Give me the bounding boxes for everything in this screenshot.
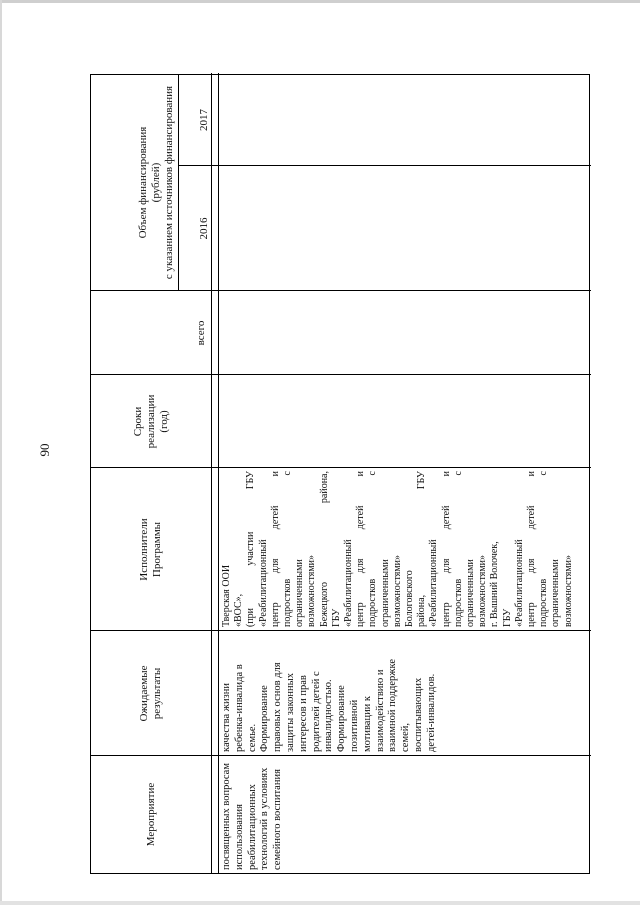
rotated-table-page bbox=[90, 74, 590, 874]
header-2016-text: 2016 bbox=[198, 217, 210, 240]
header-2017-text: 2017 bbox=[198, 109, 210, 131]
cell-line: правовых основ для bbox=[272, 662, 284, 752]
cell-line: взаимодействию и bbox=[374, 669, 386, 752]
header-results-line: Ожидаемые bbox=[138, 665, 150, 722]
cell-line: ГБУ bbox=[501, 608, 513, 627]
cell-line: подростков с bbox=[367, 471, 379, 627]
financing-table bbox=[90, 74, 590, 874]
cell-2016 bbox=[219, 166, 591, 290]
page-number: 90 bbox=[37, 443, 52, 457]
header-total bbox=[191, 291, 211, 375]
cell-line: Тверская ООИ bbox=[221, 564, 232, 627]
cell-line: интересов и прав bbox=[297, 675, 309, 752]
cell-line: центр для детей и bbox=[440, 471, 452, 627]
cell-line: возможностями» bbox=[477, 554, 489, 627]
cell-line: района, ГБУ bbox=[416, 471, 428, 627]
header-executors bbox=[91, 468, 211, 631]
cell-line: (при участии ГБУ bbox=[245, 471, 257, 627]
scan-edge bbox=[0, 901, 640, 905]
header-financing-line: Объем финансирования bbox=[137, 126, 149, 239]
header-total-text: всего bbox=[194, 320, 207, 346]
header-results bbox=[91, 631, 211, 756]
cell-line: Бологовского bbox=[404, 570, 416, 627]
cell-2017 bbox=[219, 74, 591, 165]
cell-line: центр для детей и bbox=[269, 471, 281, 627]
cell-line: г. Вышний Волочек, bbox=[489, 541, 501, 627]
scan-edge bbox=[0, 0, 2, 905]
cell-executors bbox=[219, 468, 591, 630]
header-executors-line: Исполнители bbox=[138, 518, 150, 581]
cell-line: «Реабилитационный bbox=[343, 539, 355, 627]
cell-line: мотивации к bbox=[361, 695, 373, 752]
cell-terms bbox=[219, 375, 591, 467]
header-executors-line: Программы bbox=[151, 521, 163, 578]
cell-line: «ВОС», bbox=[233, 593, 245, 627]
header-2017 bbox=[178, 74, 211, 166]
cell-line: подростков с bbox=[452, 471, 464, 627]
cell-line: возможностями» bbox=[306, 554, 318, 627]
cell-line: позитивной bbox=[348, 699, 360, 752]
cell-line: «Реабилитационный bbox=[428, 539, 440, 627]
cell-line: «Реабилитационный bbox=[257, 539, 269, 627]
header-measure bbox=[91, 756, 211, 873]
cell-line: Бежецкого района, bbox=[318, 471, 330, 627]
cell-line: Формирование bbox=[259, 685, 271, 752]
cell-line: подростков с bbox=[282, 471, 294, 627]
cell-total bbox=[219, 291, 591, 374]
header-financing-line: (рублей) bbox=[150, 162, 162, 203]
cell-line: инвалидностью. bbox=[323, 679, 335, 752]
cell-line: семье. bbox=[246, 723, 258, 752]
cell-line: родителей детей с bbox=[310, 671, 322, 752]
cell-line: центр для детей и bbox=[355, 471, 367, 627]
cell-line: ребенка-инвалида в bbox=[233, 664, 245, 752]
cell-line: возможностями» bbox=[562, 554, 574, 627]
cell-line: детей-инвалидов. bbox=[425, 673, 437, 752]
header-financing bbox=[91, 74, 178, 291]
cell-measure bbox=[219, 756, 591, 873]
header-terms-line: реализации bbox=[144, 394, 157, 449]
cell-line: ограниченными bbox=[294, 559, 306, 627]
cell-line: взаимной поддержке bbox=[387, 658, 399, 752]
cell-line: ограниченными bbox=[465, 559, 477, 627]
cell-line: ограниченными bbox=[550, 559, 562, 627]
header-2016 bbox=[178, 166, 211, 291]
header-terms-line: (год) bbox=[157, 410, 170, 433]
cell-line: подростков с bbox=[538, 471, 550, 627]
cell-line: технологий в условиях bbox=[259, 767, 271, 870]
cell-line: ограниченными bbox=[379, 559, 391, 627]
cell-line: семейного воспитания bbox=[272, 769, 284, 870]
cell-line: качества жизни bbox=[221, 683, 232, 752]
header-financing-line: с указанием источников финансирования bbox=[163, 85, 175, 280]
scan-edge bbox=[0, 0, 640, 3]
cell-line: центр для детей и bbox=[526, 471, 538, 627]
cell-line: реабилитационных bbox=[246, 784, 258, 870]
cell-results bbox=[219, 631, 591, 755]
cell-line: «Реабилитационный bbox=[513, 539, 525, 627]
cell-line: защиты законных bbox=[284, 673, 296, 752]
header-bottom-line bbox=[211, 73, 212, 873]
cell-line: посвященных вопросам bbox=[221, 763, 232, 870]
header-results-line: результаты bbox=[151, 667, 163, 720]
cell-line: ГБУ bbox=[330, 608, 342, 627]
header-terms-line: Сроки bbox=[131, 406, 144, 437]
cell-line: использования bbox=[233, 804, 245, 870]
header-measure-text: Мероприятие bbox=[144, 782, 157, 847]
cell-line: семей, bbox=[400, 723, 412, 752]
cell-line: возможностями» bbox=[391, 554, 403, 627]
cell-line: Формирование bbox=[336, 685, 348, 752]
header-terms bbox=[91, 375, 211, 468]
cell-line: воспитывающих bbox=[412, 677, 424, 752]
